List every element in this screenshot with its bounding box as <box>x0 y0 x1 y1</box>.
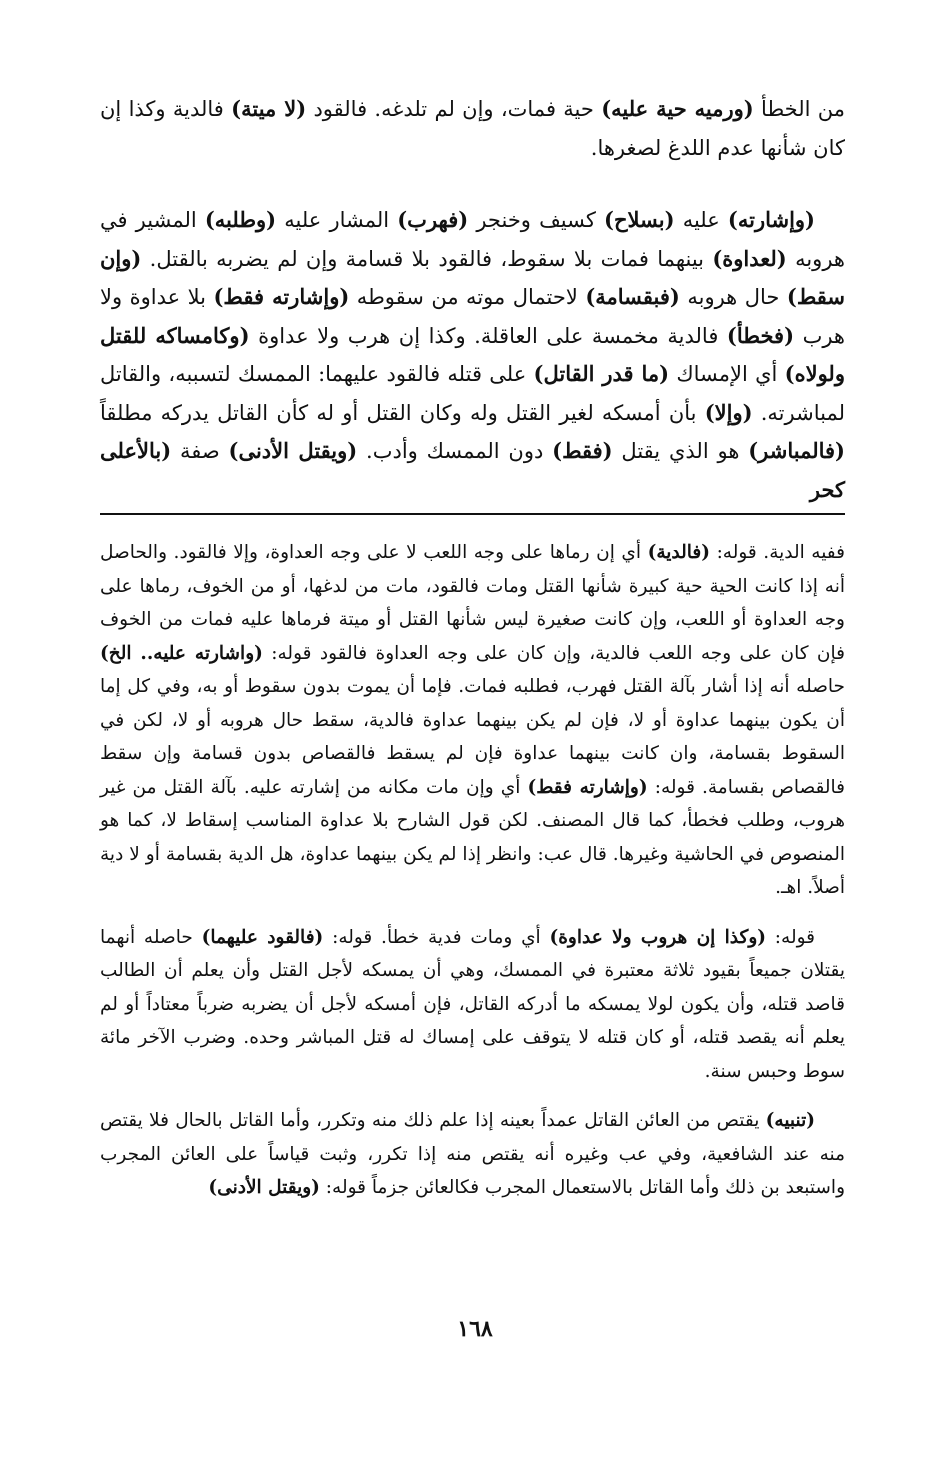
text-run: لاحتمال موته من سقوطه <box>349 285 586 309</box>
bold-quote: (وإشارته فقط) <box>213 284 350 309</box>
bold-quote: (فالدية) <box>647 542 711 563</box>
bold-quote: (واشارته عليه.. الخ) <box>100 642 263 664</box>
text-run: أي ومات فدية خطأ. قوله: <box>323 926 550 948</box>
bold-quote: (وإلا) <box>704 399 753 425</box>
footnote-paragraph-3 <box>100 1104 845 1205</box>
text-run: المشير في هروبه <box>100 208 845 271</box>
bold-quote: (وكامساكه للقتل ولولاه) <box>100 322 845 386</box>
text-run: أي إن رماها على وجه اللعب لا على وجه العداوة، وإلا فالقود. والحاصل أنه إذا كانت الحية حية كبيرة شأنها القتل ومات فالقود، مات من لدغها، أو من الخوف، رماها على وجه العداوة أو اللعب، وإن كانت صغيرة ليس شأنها القتل أو ميتة فرماها عليه فمات من الخوف فإن كان على وجه اللعب فالدية، وإن كان على وجه العداوة فالقود قوله: <box>100 542 845 664</box>
text-run: فالدية مخمسة على العاقلة. وكذا إن هرب ولا عداوة <box>249 323 727 348</box>
text-run: هو الذي يقتل <box>612 439 749 463</box>
bold-quote: (فخطأ) <box>726 322 795 348</box>
bold-quote: (وإن سقط) <box>100 245 845 309</box>
text-run: حال هروبه <box>679 285 787 309</box>
bold-quote: (ويقتل الأدنى) <box>208 1177 320 1198</box>
main-text <box>100 90 845 509</box>
bold-quote: (فقط) <box>552 438 613 463</box>
text-run: على قتله فالقود عليهما: الممسك لتسببه، والقاتل لمباشرته. <box>100 362 845 425</box>
text-run: دون الممسك وأدب. <box>357 439 553 463</box>
footnote-separator <box>100 513 845 515</box>
text-run: المشار عليه <box>276 208 398 232</box>
bold-quote: (فالقود عليهما) <box>201 926 324 948</box>
text-run: بلا عداوة ولا هرب <box>100 285 845 348</box>
text-run: قوله: <box>766 926 815 948</box>
bold-quote: (لا ميتة) <box>231 96 307 121</box>
bold-quote: (وطلبه) <box>204 207 277 232</box>
text-run: أي الإمساك <box>669 362 785 386</box>
bold-quote: (فهرب) <box>397 207 469 232</box>
text-run: حاصله أنه إذا أشار بآلة القتل فهرب، فطلبه فمات. فإما أن يموت بدون سقوط أو به، وفي كل إما أن يكون بينهما عداوة أو لا، فإن لم يكن بينهما عداوة فالدية، سقط حال هروبه أو لا، لكن في السقوط بقسامة، وان كانت بينهما عداوة فإن لم يسقط فالقصاص بدون قسامة وإن سقط فالقصاص بقسامة. قوله: <box>100 676 845 798</box>
text-run: من الخطأ <box>753 97 846 121</box>
text-run: حاصله أنهما يقتلان جميعاً بقيود ثلاثة معتبرة في الممسك، وهي أن يمسكه لأجل القتل وأن يعلم أن الطالب قاصد قتله، وأن يكون لولا يمسكه ما أدركه القاتل، فإن أمسكه لأجل أن يضربه ضرباً معتاداً أو لم يعلم أنه يقصد قتله، أو كان قتله لا يتوقف على إمساك له قتل المباشر وحده. وضرب الآخر مائة سوط وحبس سنة. <box>100 926 845 1082</box>
bold-quote: (فالمباشر) <box>748 438 845 463</box>
bold-quote: (وإشارته) <box>727 207 815 232</box>
bold-quote: (بسلاح) <box>604 207 675 232</box>
bold-quote: (بالأعلى كحر <box>100 438 845 502</box>
bold-quote: (لعداوة) <box>712 245 787 271</box>
bold-quote: (ويقتل الأدنى) <box>228 438 358 463</box>
bold-quote: (وإشارته فقط) <box>527 776 648 798</box>
text-run: ففيه الدية. قوله: <box>710 542 845 563</box>
text-run: صفة <box>171 439 229 463</box>
bold-quote: (تنبيه) <box>765 1110 815 1131</box>
text-run: بينهما فمات بلا سقوط، فالقود بلا قسامة وإن لم يضربه بالقتل. <box>141 246 713 271</box>
text-run: بأن أمسكه لغير القتل وله وكان القتل أو له كأن القاتل يدركه مطلقاً <box>100 400 705 425</box>
text-run: حية فمات، وإن لم تلدغه. فالقود <box>306 97 602 121</box>
bold-quote: (ورميه حية عليه) <box>601 96 754 121</box>
text-run: أي وإن مات مكانه من إشارته عليه. بآلة القتل من غير هروب، وطلب فخطأ، كما قال المصنف. لكن قول الشارح بلا عداوة المناسب إسقاط لا، كما هو المنصوص في الحاشية وغيرها. قال عب: وانظر إذا لم يكن بينهما عداوة، هل الدية بقسامة أو لا دية أصلاً. اهـ. <box>100 776 845 898</box>
text-run: يقتص من العائن القاتل عمداً بعينه إذا علم ذلك منه وتكرر، وأما القاتل بالحال فلا يقتص منه عند الشافعية، وفي عب وغيره أنه يقتص منه إذا تكرر، وثبت قياساً على العائن المجرب واستبعد بن ذلك وأما القاتل بالاستعمال المجرب فكالعائن جزماً قوله: <box>100 1110 845 1198</box>
footnote-paragraph-1 <box>100 536 845 905</box>
text-run: فالدية وكذا إن كان شأنها عدم اللدغ لصغرها. <box>100 97 845 160</box>
footnote-paragraph-2 <box>100 921 845 1089</box>
main-paragraph-1 <box>100 90 845 167</box>
footnotes <box>100 536 845 1205</box>
bold-quote: (ما قدر القاتل) <box>533 361 670 386</box>
bold-quote: (فبقسامة) <box>585 284 680 309</box>
bold-quote: (وكذا إن هروب ولا عداوة) <box>549 926 767 948</box>
text-run: عليه <box>674 208 728 232</box>
page-number: ١٦٨ <box>457 1316 493 1342</box>
text-run: كسيف وخنجر <box>468 208 605 232</box>
main-paragraph-2 <box>100 201 845 509</box>
